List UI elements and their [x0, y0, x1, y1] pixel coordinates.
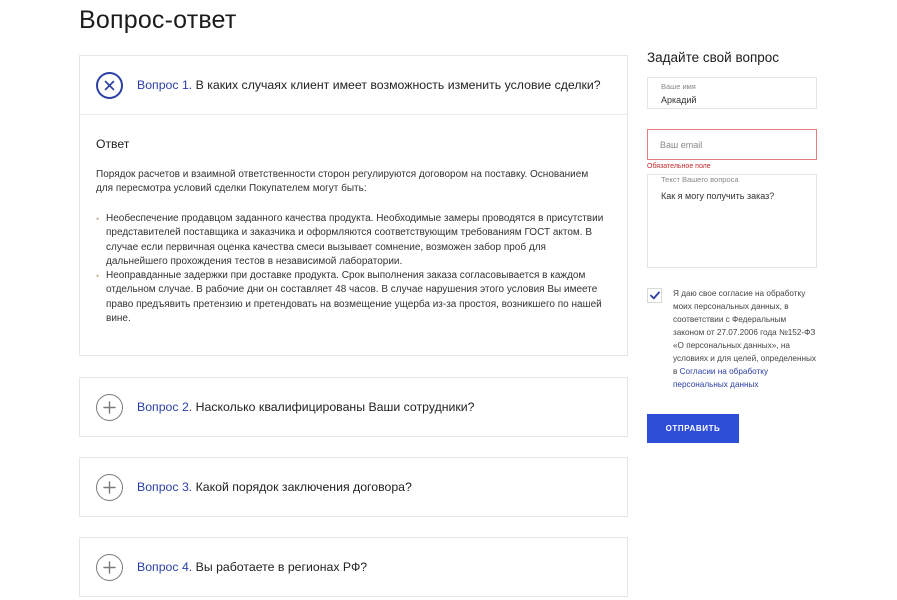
- faq-list: [79, 55, 628, 597]
- faq-question-label: В каких случаях клиент имеет возможность изменить условие сделки?: [195, 78, 601, 92]
- faq-question-label: Какой порядок заключения договора?: [195, 480, 412, 494]
- plus-icon[interactable]: [96, 394, 123, 421]
- faq-item-1: [79, 55, 628, 356]
- email-field-placeholder[interactable]: Ваш email: [660, 140, 703, 150]
- bullet-icon: •: [96, 214, 100, 224]
- plus-icon[interactable]: [96, 554, 123, 581]
- faq-question-label: Вы работаете в регионах РФ?: [195, 560, 368, 574]
- close-icon[interactable]: [96, 72, 123, 99]
- answer-list: [96, 212, 607, 326]
- question-form: [647, 50, 822, 443]
- message-field-label: Текст Вашего вопроса: [661, 175, 739, 184]
- answer-list-item-text: Необеспечение продавцом заданного качества продукта. Необходимые замеры проводятся в присутствии представителей поставщика и заказчика и оформляются соответствующим требованиям ГОСТ актом. В случае если первичная оценка качества смеси вызывает сомнение, возможен забор проб для дальнейшего прохождения тестов в независимой лаборатории.: [106, 213, 604, 267]
- answer-title: Ответ: [96, 137, 130, 151]
- faq-item-3: [79, 457, 628, 517]
- faq-item-2: [79, 377, 628, 437]
- message-field[interactable]: [647, 174, 817, 268]
- answer-intro: Порядок расчетов и взаимной ответственности сторон регулируются договором на поставку. Основанием для пересмотра условий сделки Покупателем могут быть:: [96, 169, 589, 194]
- bullet-icon: •: [96, 271, 100, 282]
- checkmark-icon: [650, 291, 660, 300]
- consent-text-body: Я даю свое согласие на обработку моих персональных данных, в соответствии с Федеральным законом от 27.07.2006 года №152-ФЗ «О персональных данных», на условиях и для целей, определенных в: [673, 289, 817, 376]
- email-field[interactable]: [647, 129, 817, 160]
- name-field[interactable]: [647, 77, 817, 109]
- form-title: Задайте свой вопрос: [647, 50, 780, 65]
- consent-text: [673, 287, 819, 391]
- plus-icon[interactable]: [96, 474, 123, 501]
- consent-checkbox[interactable]: [647, 288, 662, 303]
- faq-question-text: [137, 560, 367, 574]
- faq-question-1[interactable]: [80, 56, 627, 114]
- consent-block: [647, 287, 822, 391]
- faq-question-4[interactable]: [80, 538, 627, 596]
- name-field-value[interactable]: Аркадий: [661, 95, 697, 105]
- faq-question-number: Вопрос 2.: [137, 400, 193, 414]
- page-title: Вопрос-ответ: [79, 6, 237, 34]
- faq-question-3[interactable]: [80, 458, 627, 516]
- faq-question-2[interactable]: [80, 378, 627, 436]
- answer-list-item-text: Неоправданные задержки при доставке продукта. Срок выполнения заказа согласовывается в каждом отдельном случае. В рабочие дни он составляет 48 часов. В случае нарушения этого условия Вы имеете право предъявить претензию и претендовать на возмещение ущерба из-за простоя, возникшего по нашей вине.: [106, 270, 602, 325]
- faq-question-number: Вопрос 4.: [137, 560, 193, 574]
- email-error-text: Обязательное поле: [647, 163, 711, 170]
- faq-question-number: Вопрос 3.: [137, 480, 193, 494]
- faq-answer-1: [80, 114, 627, 355]
- submit-button[interactable]: ОТПРАВИТЬ: [647, 414, 739, 443]
- faq-question-text: [137, 400, 475, 414]
- faq-question-number: Вопрос 1.: [137, 78, 193, 92]
- faq-question-text: [137, 480, 412, 494]
- name-field-label: Ваше имя: [661, 82, 696, 91]
- consent-link[interactable]: Согласии на обработку персональных данных: [673, 367, 769, 389]
- faq-question-text: [137, 78, 601, 92]
- answer-list-item: [96, 269, 607, 326]
- faq-item-4: [79, 537, 628, 597]
- message-field-value[interactable]: Как я могу получить заказ?: [661, 191, 775, 201]
- faq-question-label: Насколько квалифицированы Ваши сотрудники?: [195, 400, 475, 414]
- answer-list-item: [96, 212, 607, 269]
